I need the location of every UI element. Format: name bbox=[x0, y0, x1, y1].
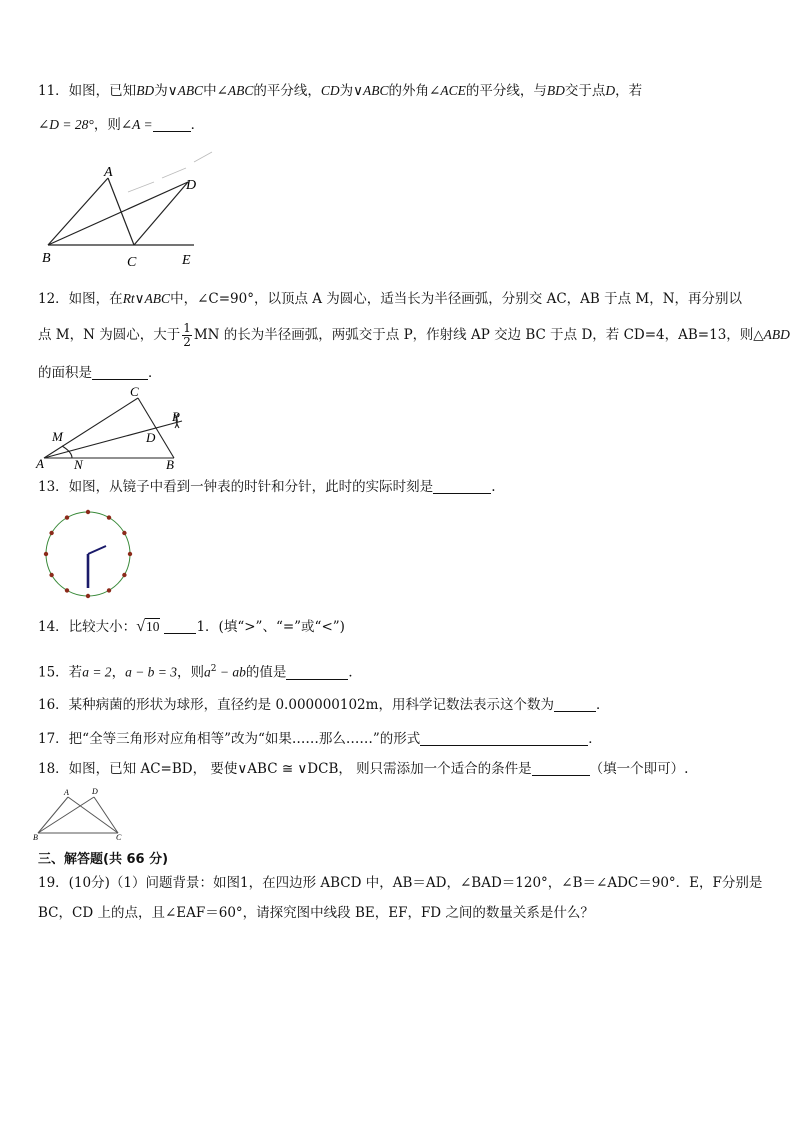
q11-label-B: B bbox=[42, 251, 51, 266]
q18-label-D: D bbox=[92, 787, 98, 796]
q11-label-C: C bbox=[127, 255, 137, 270]
q18-label-A: A bbox=[64, 788, 69, 797]
q12-figure bbox=[34, 384, 194, 474]
q11-label-E: E bbox=[182, 253, 191, 268]
q18-label-B: B bbox=[33, 833, 38, 842]
q12-line1: 12．如图，在Rt∨ABC中，∠C=90°，以顶点 A 为圆心，适当长为半径画弧，分别交 AC，AB 于点 M，N，再分别以 bbox=[38, 291, 743, 307]
q15-answer-blank[interactable] bbox=[286, 665, 348, 680]
q12-fraction: $\frac{1}{2}$ bbox=[183, 321, 191, 349]
q12-label-M: M bbox=[52, 429, 63, 444]
q17-answer-blank[interactable] bbox=[420, 731, 588, 746]
q14-text: 14．比较大小：√10 1．(填“>”、“=”或“<”) bbox=[38, 618, 345, 635]
q18-figure bbox=[32, 784, 128, 842]
q11-figure bbox=[36, 148, 216, 270]
q14-answer-blank[interactable] bbox=[164, 619, 196, 634]
section-title: 三、解答题(共 66 分) bbox=[38, 852, 169, 867]
q12-label-B: B bbox=[166, 457, 174, 472]
q12-label-N: N bbox=[74, 457, 83, 472]
q13-clock-figure bbox=[42, 508, 138, 604]
q12-answer-blank[interactable] bbox=[92, 365, 148, 380]
q12-label-P: P bbox=[172, 409, 180, 424]
q12-line3: 的面积是 ． bbox=[38, 365, 162, 381]
q13-answer-blank[interactable] bbox=[433, 479, 491, 494]
q11-line1: 11．如图，已知BD为∨ABC中∠ABC的平分线，CD为∨ABC的外角∠ACE的平分线，与BD交于点D，若 bbox=[38, 83, 643, 99]
q13-text: 13．如图，从镜子中看到一钟表的时针和分针，此时的实际时刻是 . bbox=[38, 479, 496, 495]
clock-hand-short bbox=[88, 546, 106, 554]
sqrt-symbol: √ bbox=[136, 618, 145, 635]
q19-line2: BC，CD 上的点，且∠EAF＝60°，请探究图中线段 BE，EF，FD 之间的数量关系是什么？ bbox=[38, 905, 594, 921]
q16-answer-blank[interactable] bbox=[554, 697, 596, 712]
q12-label-C: C bbox=[130, 384, 139, 399]
q18-text: 18．如图，已知 AC=BD， 要使∨ABC ≅ ∨DCB， 则只需添加一个适合的条件是 （填一个即可）. bbox=[38, 761, 689, 777]
q11-answer-blank[interactable] bbox=[153, 117, 191, 132]
q12-label-D: D bbox=[146, 430, 156, 445]
q18-answer-blank[interactable] bbox=[532, 761, 590, 776]
q16-text: 16．某种病菌的形状为球形，直径约是 0.000000102m，用科学记数法表示这个数为 ． bbox=[38, 697, 610, 713]
q18-label-C: C bbox=[116, 833, 122, 842]
q11-label-A: A bbox=[104, 165, 113, 180]
q12-line2: 点 M，N 为圆心，大于 $\frac{1}{2}$ MN 的长为半径画弧，两弧交于点 P，作射线 AP 交边 BC 于点 D，若 CD=4，AB=13，则△ABD bbox=[38, 321, 790, 349]
q11-line2: ∠D = 28°，则∠A = ． bbox=[38, 117, 205, 133]
q11-label-D: D bbox=[186, 178, 197, 193]
q11-condition: ∠D = 28° bbox=[38, 117, 94, 132]
q15-text: 15．若a = 2，a − b = 3，则$a^2$ − ab的值是 ． bbox=[38, 664, 362, 681]
q19-line1: 19．(10分)（1）问题背景：如图1，在四边形 ABCD 中，AB＝AD，∠BAD＝120°，∠B＝∠ADC＝90°．E，F分别是 bbox=[38, 875, 763, 891]
q17-text: 17．把“全等三角形对应角相等”改为“如果……那么……”的形式 ． bbox=[38, 731, 602, 747]
q12-label-A: A bbox=[36, 456, 44, 471]
